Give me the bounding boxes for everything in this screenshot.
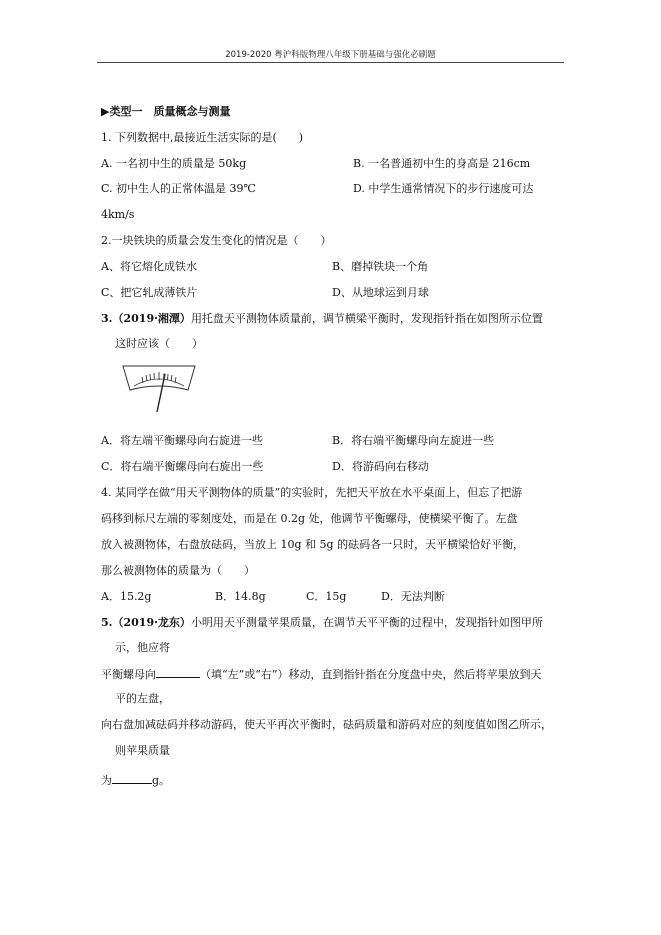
q1-option-d: D. 中学生通常情况下的步行速度可达: [353, 182, 534, 195]
q5-stem-line4: 平的左盘，: [115, 692, 170, 705]
q5-line3-prefix: 平衡螺母向: [101, 668, 156, 681]
balance-scale-dial-figure: [120, 362, 198, 418]
dial-pointer: [157, 374, 165, 412]
q5-number: 5.: [101, 616, 113, 629]
q4-option-b: B．14.8g: [215, 590, 266, 603]
q4-option-d: D．无法判断: [381, 590, 445, 603]
q4-stem-line2: 码移到标尺左端的零刻度处，而是在 0.2g 处，他调节平衡螺母，使横梁平衡了。左盘: [101, 512, 518, 525]
q1-option-a: A. 一名初中生的质量是 50kg: [101, 157, 247, 170]
q5-line3-suffix: （填“左”或“右”）移动，直到指针指在分度盘中央，然后将苹果放到天: [200, 668, 542, 681]
q5-line7-prefix: 为: [101, 774, 112, 787]
q5-stem-line5: 向右盘加减砝码并移动游码，使天平再次平衡时，砝码质量和游码对应的刻度值如图乙所示，: [101, 718, 552, 731]
q2-option-b: B、磨掉铁块一个角: [332, 260, 429, 273]
q4-stem-line3: 放入被测物体，右盘放砝码，当放上 10g 和 5g 的砝码各一只时，天平横梁恰好平衡，: [101, 538, 525, 551]
q3-option-a: A．将左端平衡螺母向右旋进一些: [101, 434, 263, 447]
q5-stem-line6: 则苹果质量: [115, 744, 170, 757]
q1-option-d-continued: 4km/s: [101, 208, 135, 221]
q4-option-c: C．15g: [306, 590, 347, 603]
q3-option-d: D．将游码向右移动: [332, 460, 429, 473]
q1-option-c: C. 初中生人的正常体温是 39℃: [101, 182, 256, 195]
q5-stem-line1: [101, 616, 543, 630]
q5-stem-text: 小明用天平测量苹果质量，在调节天平平衡的过程中，发现指针如图甲所: [190, 616, 543, 629]
q5-line7-suffix: g。: [152, 774, 171, 787]
q2-option-d: D、从地球运到月球: [332, 286, 429, 299]
dial-arc: [134, 379, 184, 386]
q3-stem-line2: 这时应该（ ）: [115, 337, 203, 350]
q1-stem: 1. 下列数据中,最接近生活实际的是( ): [101, 131, 304, 144]
q3-option-b: B．将右端平衡螺母向左旋进一些: [332, 434, 495, 447]
q4-stem-line1: 4. 某同学在做“用天平测物体的质量”的实验时，先把天平放在水平桌面上，但忘了把游: [101, 486, 523, 499]
q5-stem-line3: [101, 666, 542, 682]
section-title: ▶类型一 质量概念与测量: [101, 105, 231, 118]
q3-source: （2019·湘潭）: [112, 312, 191, 325]
q1-option-b: B. 一名普通初中生的身高是 216cm: [353, 157, 531, 170]
header-divider: [97, 62, 564, 63]
q4-stem-line4: 那么被测物体的质量为（ ）: [101, 564, 255, 577]
q5-stem-line2: 示，他应将: [115, 641, 170, 654]
q5-direction-answer-blank[interactable]: [156, 666, 200, 678]
q3-stem-text: 用托盘天平测物体质量前，调节横梁平衡时，发现指针指在如图所示位置: [190, 312, 543, 325]
q5-stem-line7: [101, 772, 170, 788]
q3-stem-line1: [101, 312, 543, 326]
q4-option-a: A．15.2g: [101, 590, 152, 603]
dial-ticks: [142, 372, 176, 383]
q2-option-c: C、把它轧成薄铁片: [101, 286, 198, 299]
q5-source: （2019·龙东）: [112, 616, 191, 629]
page-header: 2019-2020 粤沪科版物理八年级下册基础与强化必刷题: [225, 50, 436, 60]
q3-number: 3.: [101, 312, 113, 325]
q5-mass-answer-blank[interactable]: [112, 772, 152, 784]
q2-stem: 2.一块铁块的质量会发生变化的情况是（ ）: [101, 234, 332, 247]
q3-option-c: C．将右端平衡螺母向右旋出一些: [101, 460, 264, 473]
q2-option-a: A、将它熔化成铁水: [101, 260, 197, 273]
